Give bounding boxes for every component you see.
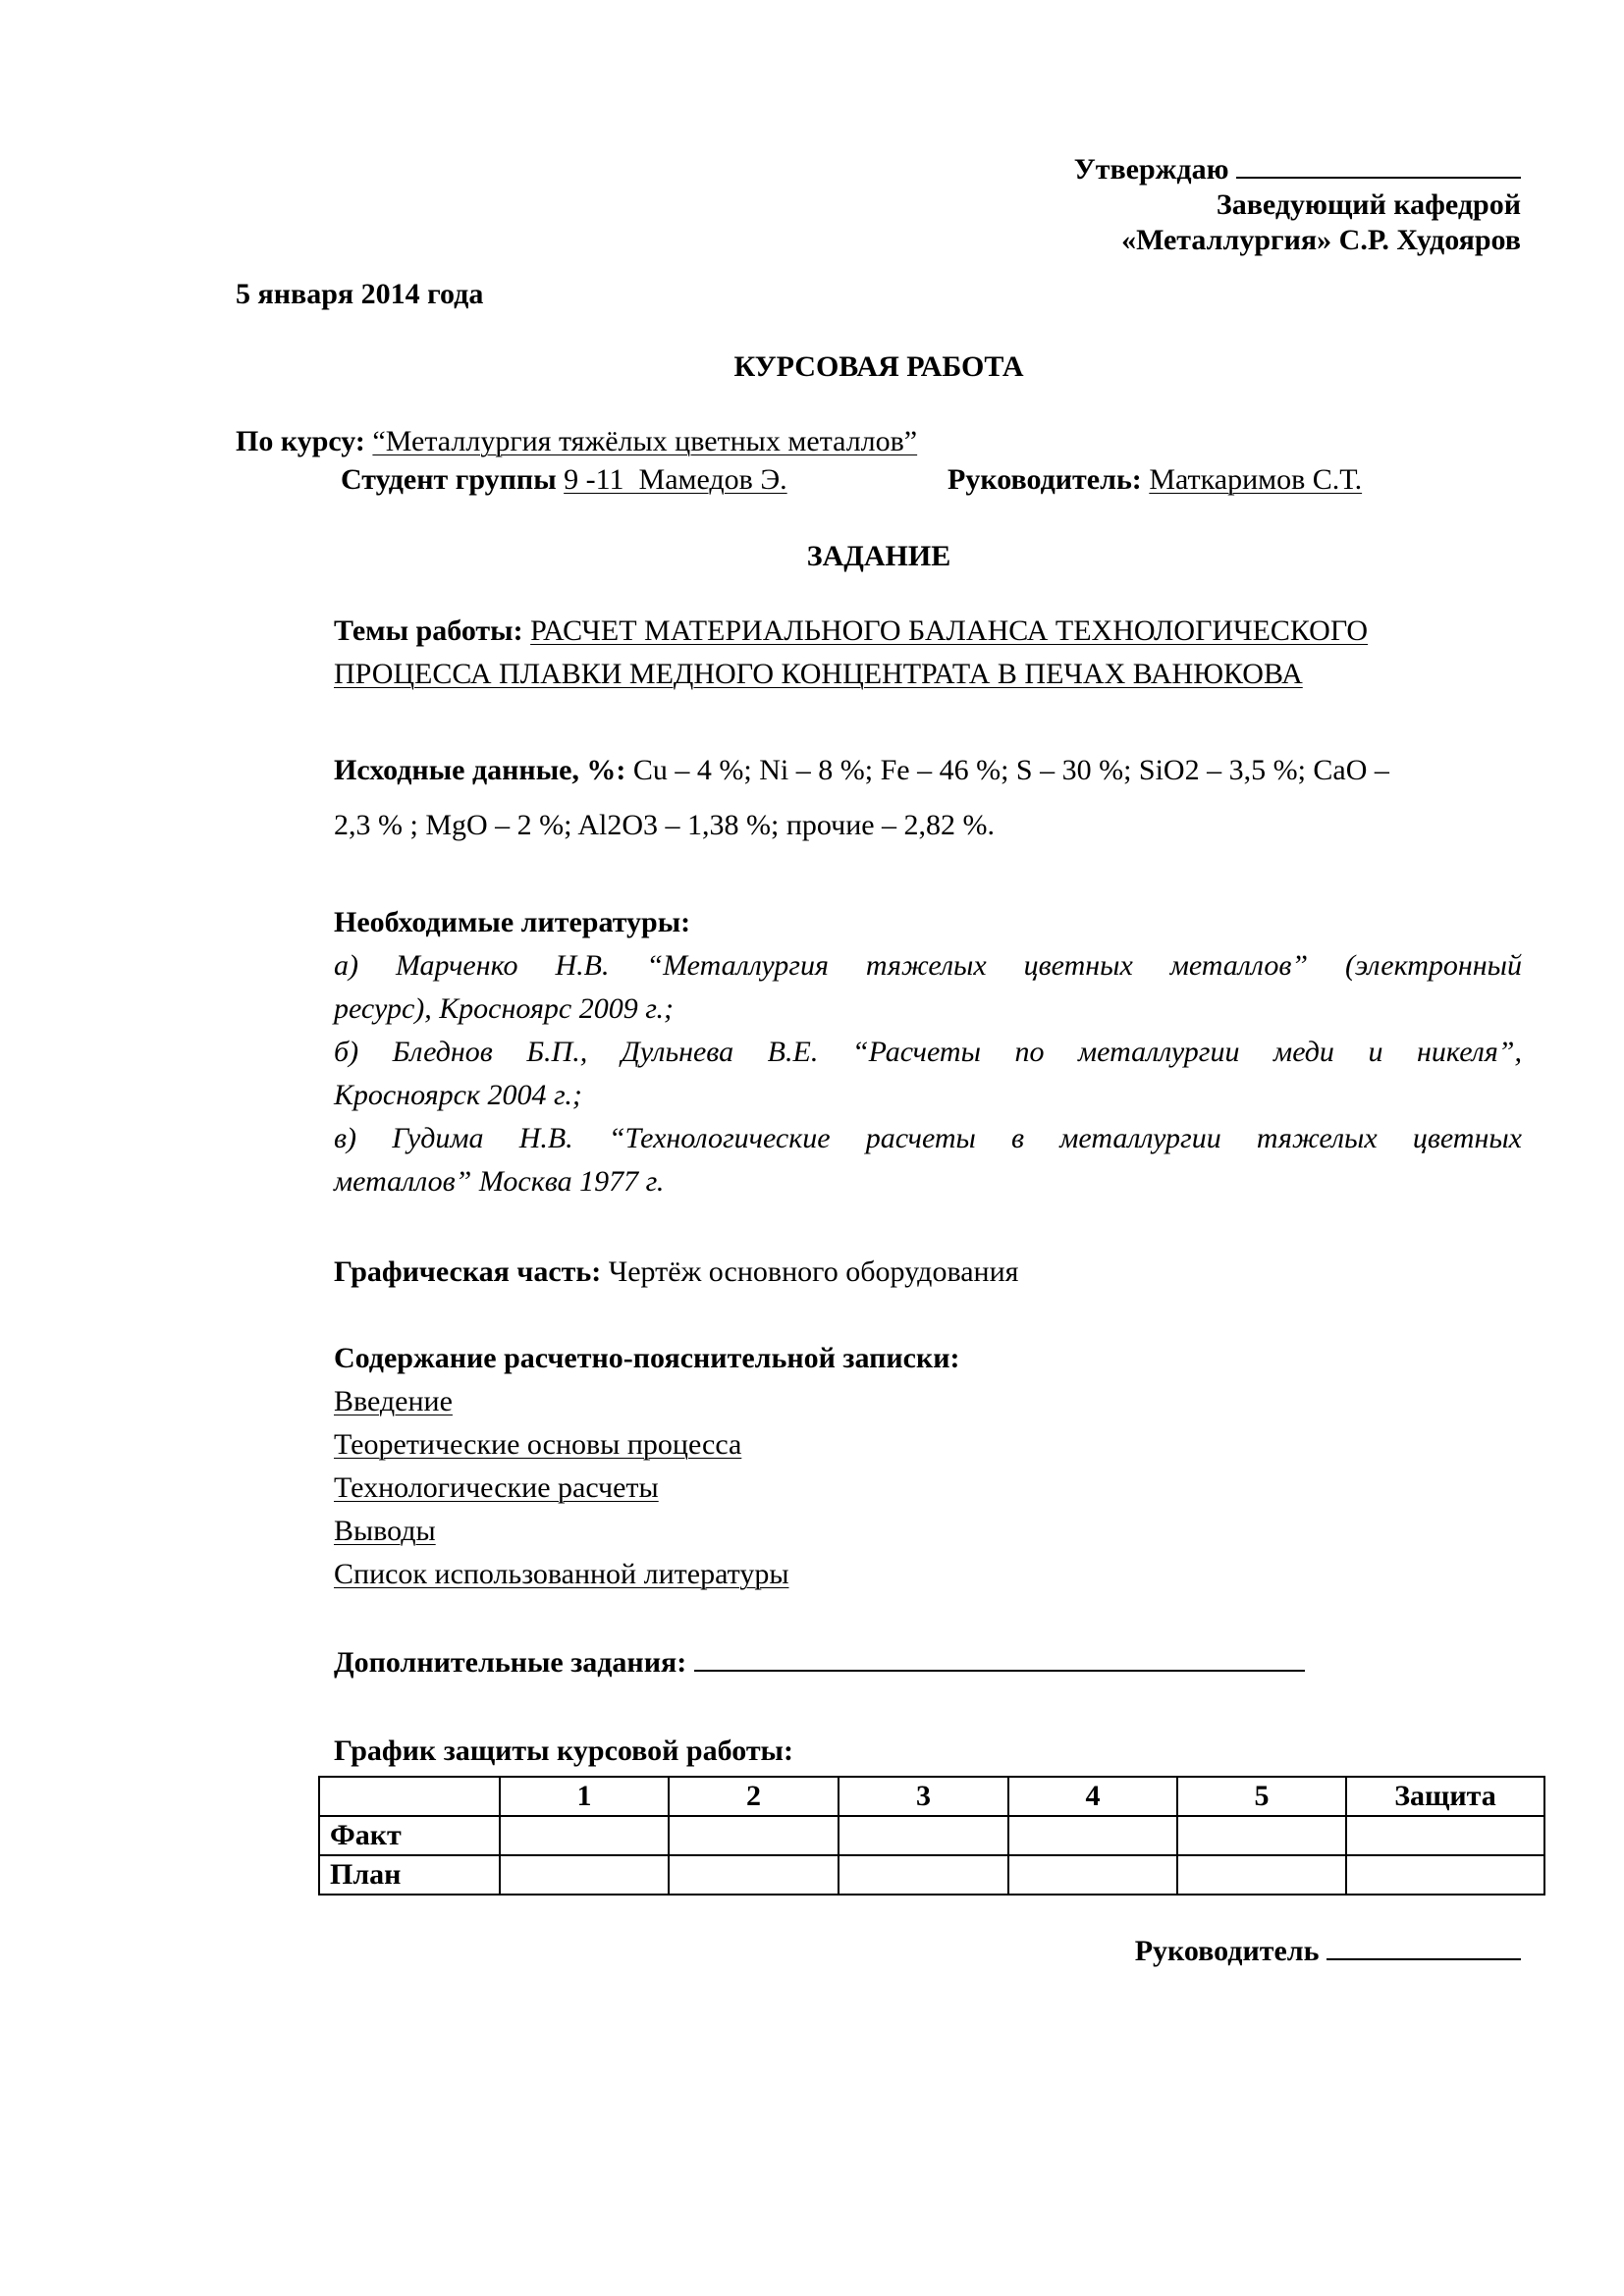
- contents-item: Теоретические основы процесса: [334, 1428, 742, 1461]
- graphic-part-value: Чертёж основного оборудования: [608, 1255, 1019, 1288]
- graphic-part-label: Графическая часть:: [334, 1255, 602, 1288]
- topic-block: [334, 610, 1522, 696]
- contents-label: Содержание расчетно-пояснительной записки:: [334, 1342, 960, 1374]
- row-label-fact: Факт: [319, 1816, 500, 1855]
- table-row: [319, 1855, 1544, 1895]
- literature-item-b-line-2: Кросноярск 2004 г.;: [334, 1079, 582, 1111]
- schedule-header-cell: 1: [500, 1777, 669, 1816]
- document-date: 5 января 2014 года: [236, 278, 484, 310]
- table-cell: [1346, 1855, 1544, 1895]
- course-label: По курсу:: [236, 425, 365, 457]
- schedule-header-cell: 5: [1177, 1777, 1346, 1816]
- contents-item: Технологические расчеты: [334, 1471, 659, 1504]
- literature-item-c-line-2: металлов” Москва 1977 г.: [334, 1165, 665, 1198]
- coursework-title: КУРСОВАЯ РАБОТА: [733, 350, 1024, 383]
- topic-line-1: РАСЧЕТ МАТЕРИАЛЬНОГО БАЛАНСА ТЕХНОЛОГИЧЕСКОГО: [530, 614, 1369, 647]
- literature-item-a-line-2: ресурс), Кросноярс 2009 г.;: [334, 992, 675, 1025]
- additional-blank-line: [694, 1669, 1305, 1672]
- schedule-header-cell: Защита: [1346, 1777, 1544, 1816]
- initial-data-label: Исходные данные, %:: [334, 754, 626, 786]
- contents-item: Введение: [334, 1385, 453, 1417]
- schedule-header-cell: 3: [839, 1777, 1008, 1816]
- table-cell: [839, 1855, 1008, 1895]
- additional-line: [334, 1641, 1305, 1684]
- table-cell: [1008, 1855, 1177, 1895]
- table-cell: [500, 1855, 669, 1895]
- student-label: Студент группы: [341, 463, 557, 496]
- additional-label: Дополнительные задания:: [334, 1646, 687, 1679]
- initial-data-line-1: Cu – 4 %; Ni – 8 %; Fe – 46 %; S – 30 %; SiO2 – 3,5 %; CaO –: [632, 754, 1389, 786]
- student-line: [341, 458, 787, 502]
- initial-data-block: [334, 743, 1522, 853]
- department-head: «Металлургия» С.Р. Худояров: [1121, 224, 1521, 256]
- signature-line: [1135, 1930, 1521, 1973]
- table-cell: [669, 1855, 839, 1895]
- schedule-header-cell: 4: [1008, 1777, 1177, 1816]
- table-cell: [1177, 1855, 1346, 1895]
- literature-label: Необходимые литературы:: [334, 906, 691, 938]
- table-cell: [1346, 1816, 1544, 1855]
- signature-blank-line: [1326, 1957, 1521, 1960]
- schedule-header-cell: 2: [669, 1777, 839, 1816]
- table-cell: [1008, 1816, 1177, 1855]
- signature-label: Руководитель: [1134, 1935, 1320, 1967]
- approval-line: [1074, 152, 1521, 187]
- table-row: [319, 1816, 1544, 1855]
- graphic-part-line: [334, 1251, 1018, 1294]
- literature-item-a-line-1: а) Марченко Н.В. “Металлургия тяжелых цветных металлов” (электронный: [334, 949, 1522, 982]
- initial-data-line-2: 2,3 % ; MgO – 2 %; Al2O3 – 1,38 %; прочие – 2,82 %.: [334, 809, 996, 841]
- assignment-title: ЗАДАНИЕ: [806, 540, 951, 572]
- topic-label: Темы работы:: [334, 614, 523, 647]
- literature-item-b-line-1: б) Бледнов Б.П., Дульнева В.Е. “Расчеты по металлургии меди и никеля”,: [334, 1036, 1522, 1068]
- approval-block: [1074, 152, 1521, 258]
- supervisor-line: [947, 458, 1362, 502]
- contents-item: Выводы: [334, 1515, 436, 1547]
- student-value: 9 -11 Мамедов Э.: [564, 463, 787, 496]
- table-cell: [669, 1816, 839, 1855]
- approve-label: Утверждаю: [1073, 153, 1229, 186]
- approve-signature-line: [1236, 176, 1521, 179]
- topic-line-2: ПРОЦЕССА ПЛАВКИ МЕДНОГО КОНЦЕНТРАТА В ПЕЧАХ ВАНЮКОВА: [334, 658, 1303, 690]
- literature-item-c-line-1: в) Гудима Н.В. “Технологические расчеты в металлургии тяжелых цветных: [334, 1122, 1522, 1154]
- head-label: Заведующий кафедрой: [1216, 188, 1521, 221]
- schedule-label: График защиты курсовой работы:: [334, 1735, 793, 1767]
- contents-item: Список использованной литературы: [334, 1558, 789, 1590]
- course-line: [236, 420, 917, 463]
- table-cell: [839, 1816, 1008, 1855]
- supervisor-label: Руководитель:: [947, 463, 1142, 496]
- supervisor-value: Маткаримов С.Т.: [1149, 463, 1363, 496]
- schedule-header-row: [319, 1777, 1544, 1816]
- table-cell: [1177, 1816, 1346, 1855]
- table-cell: [500, 1816, 669, 1855]
- contents-block: [334, 1337, 1522, 1596]
- schedule-header-cell: [319, 1777, 500, 1816]
- row-label-plan: План: [319, 1855, 500, 1895]
- schedule-table: [318, 1776, 1545, 1896]
- course-value: “Металлургия тяжёлых цветных металлов”: [372, 425, 918, 457]
- literature-block: [334, 901, 1522, 1203]
